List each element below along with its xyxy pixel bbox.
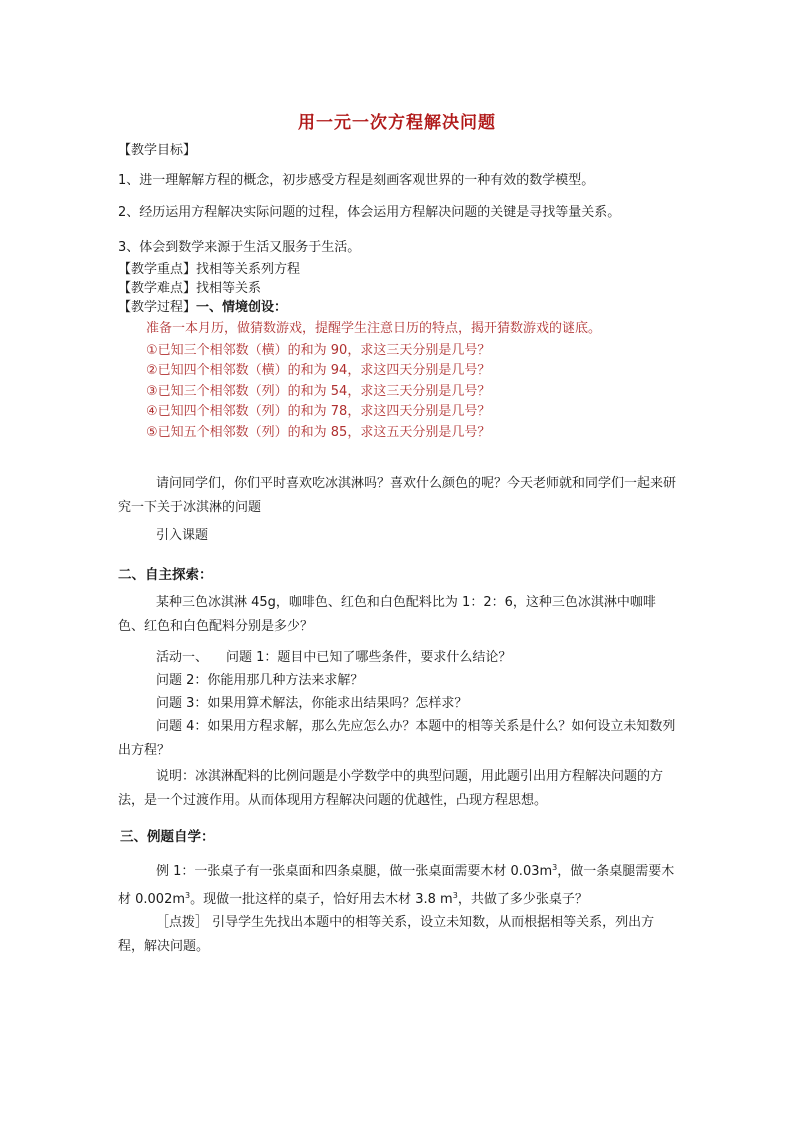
section3-heading: 三、例题自学： <box>120 829 215 845</box>
hint-paragraph: ［点拨］ 引导学生先找出本题中的相等关系，设立未知数，从而根据相等关系，列出方程，解决问题。 <box>118 915 655 954</box>
unit-superscript: 3 <box>552 863 558 872</box>
goal-item-1: 1、进一理解解方程的概念，初步感受方程是刻画客观世界的一种有效的数学模型。 <box>118 173 595 188</box>
example-1-part-d: ，共做了多少张桌子？ <box>457 892 588 907</box>
goal-item-3: 3、体会到数学来源于生活又服务于生活。 <box>118 240 361 255</box>
calendar-question-1: ①已知三个相邻数（横）的和为 90，求这三天分别是几号？ <box>146 343 491 358</box>
example-1-part-b: ，做一条桌腿需要木材 0.002m <box>118 864 675 907</box>
calendar-question-2: ②已知四个相邻数（横）的和为 94，求这四天分别是几号？ <box>146 363 491 378</box>
icecream-problem: 某种三色冰淇淋 45g，咖啡色、红色和白色配料比为 1：2：6，这种三色冰淇淋中咖啡色、红色和白色配料分别是多少？ <box>118 595 656 634</box>
calendar-question-4: ④已知四个相邻数（列）的和为 78，求这四天分别是几号？ <box>146 404 491 419</box>
example-1-part-c: 。现做一批这样的桌子，恰好用去木材 3.8 m <box>190 892 453 907</box>
activity-line <box>156 650 511 666</box>
goals-heading: 【教学目标】 <box>118 143 197 158</box>
icecream-question-paragraph: 请问同学们，你们平时喜欢吃冰淇淋吗？喜欢什么颜色的呢？今天老师就和同学们一起来研究一下关于冰淇淋的问题 <box>118 476 677 515</box>
goal-item-2: 2、经历运用方程解决实际问题的过程，体会运用方程解决问题的关键是寻找等量关系。 <box>118 205 621 220</box>
calendar-question-5: ⑤已知五个相邻数（列）的和为 85，求这五天分别是几号？ <box>146 425 491 440</box>
example-1 <box>118 856 676 912</box>
unit-superscript: 3 <box>452 891 458 900</box>
key-point-line <box>118 262 300 278</box>
section2-heading: 二、自主探索： <box>118 567 213 583</box>
question-2: 问题 2：你能用那几种方法来求解？ <box>156 673 364 688</box>
explanation-note: 说明：冰淇淋配料的比例问题是小学数学中的典型问题，用此题引出用方程解决问题的方法，是一个过渡作用。从而体现用方程解决问题的优越性，凸现方程思想。 <box>118 769 664 808</box>
calendar-question-3: ③已知三个相邻数（列）的和为 54，求这三天分别是几号？ <box>146 384 491 399</box>
difficulty-line <box>118 281 261 297</box>
process-line <box>118 300 287 316</box>
lead-in-text: 引入课题 <box>156 528 209 543</box>
question-1: 问题 1：题目中已知了哪些条件，要求什么结论？ <box>226 650 512 665</box>
key-point-text: 找相等关系列方程 <box>196 262 301 277</box>
unit-superscript: 3 <box>185 891 191 900</box>
question-3: 问题 3：如果用算术解法，你能求出结果吗？怎样求？ <box>156 696 468 711</box>
example-1-part-a: 例 1：一张桌子有一张桌面和四条桌腿，做一张桌面需要木材 0.03m <box>156 864 553 879</box>
process-label: 【教学过程】 <box>118 300 197 315</box>
section1-heading: 一、情境创设： <box>196 300 288 315</box>
difficulty-text: 找相等关系 <box>196 281 262 296</box>
document-title: 用一元一次方程解决问题 <box>298 113 496 133</box>
activity-label: 活动一、 <box>156 650 209 665</box>
question-4: 问题 4：如果用方程求解，那么先应怎么办？本题中的相等关系是什么？如何设立未知数列出方程？ <box>118 719 676 758</box>
key-point-label: 【教学重点】 <box>118 262 197 277</box>
scenario-intro: 准备一本月历，做猜数游戏，提醒学生注意日历的特点，揭开猜数游戏的谜底。 <box>146 321 602 336</box>
difficulty-label: 【教学难点】 <box>118 281 197 296</box>
